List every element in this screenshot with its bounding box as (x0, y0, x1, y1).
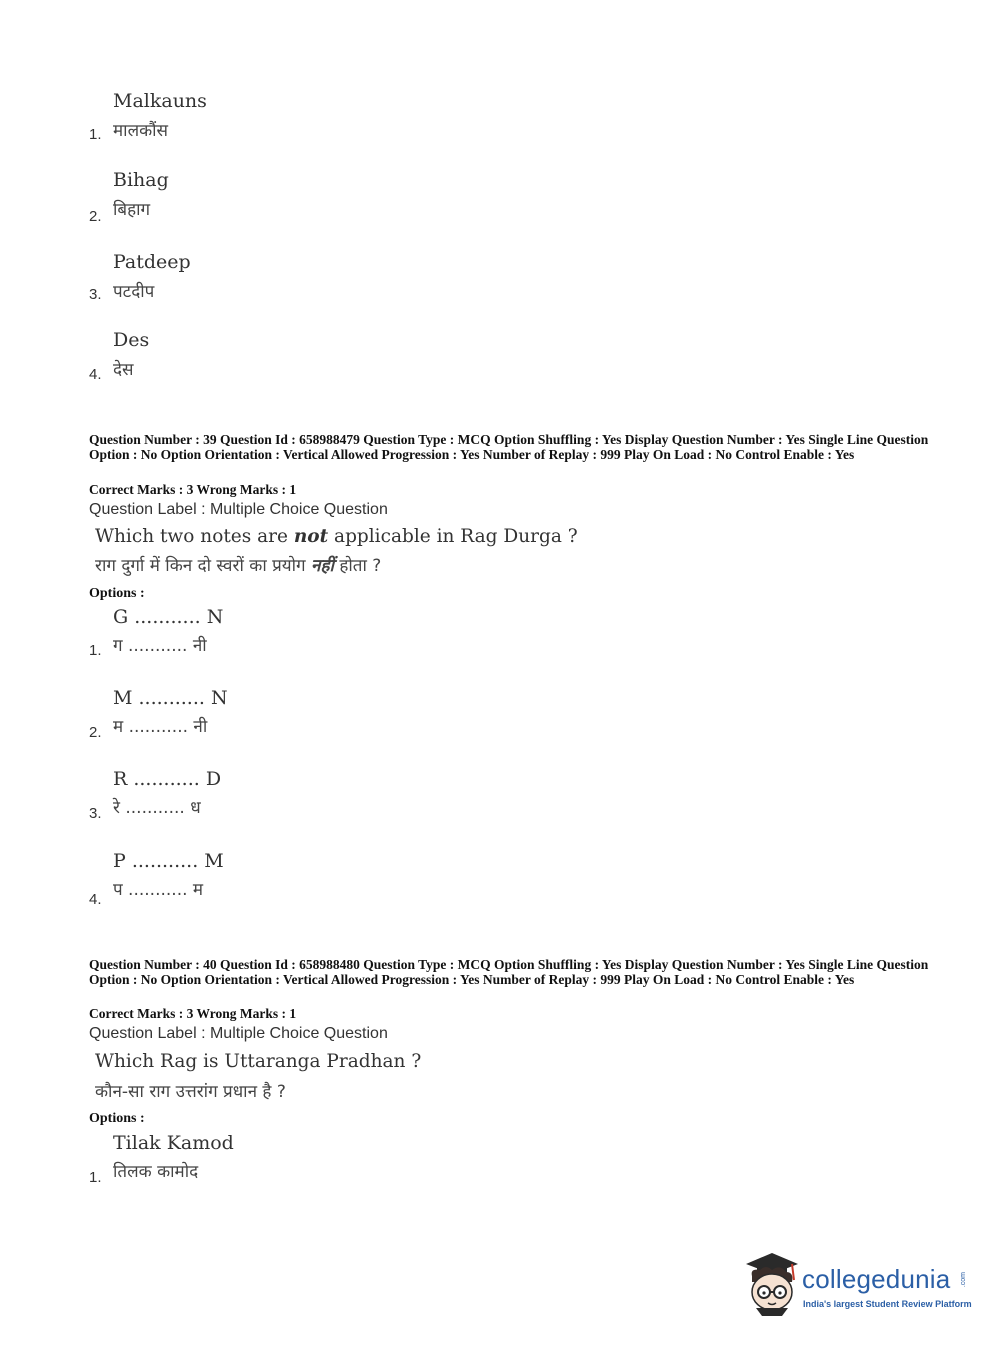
logo-wordmark: collegedunia (802, 1264, 951, 1294)
logo-domain-suffix: .com (960, 1272, 967, 1288)
q38-option-2-hi: बिहाग (113, 200, 151, 220)
q39-options-heading: Options : (89, 586, 145, 601)
q38-option-2-number: 2. (89, 208, 102, 225)
q38-option-1-en: Malkauns (113, 90, 207, 112)
q40-question-text-hi: कौन-सा राग उत्तरांग प्रधान है ? (95, 1082, 286, 1102)
q39-question-text-hi (95, 553, 381, 576)
q39-option-1-number: 1. (89, 642, 102, 659)
q39-metadata: Question Number : 39 Question Id : 658988479 Question Type : MCQ Option Shuffling : Yes Display Question Number : Yes Single Line Question Option : No Option Orientation : Vertical Allowed Progression : Yes Number of Replay : 999 Play On Load : No Control Enable : Yes (89, 432, 929, 462)
q39-option-4-en: P ........... M (113, 850, 224, 872)
q38-option-4-number: 4. (89, 366, 102, 383)
q40-marks: Correct Marks : 3 Wrong Marks : 1 (89, 1006, 297, 1021)
q39-option-1-en: G ........... N (113, 606, 224, 628)
q39-marks: Correct Marks : 3 Wrong Marks : 1 (89, 482, 297, 497)
q39-option-3-en: R ........... D (113, 768, 222, 790)
q40-option-1-en: Tilak Kamod (113, 1132, 234, 1154)
q39-question-label: Question Label : Multiple Choice Question (89, 501, 388, 518)
q39-option-2-hi: म ........... नी (113, 717, 208, 737)
q38-option-4-hi: देस (113, 360, 134, 380)
q39-option-2-en: M ........... N (113, 687, 228, 709)
q39-text-hi-emphasis: नहीं (311, 556, 334, 576)
logo-tagline: India's largest Student Review Platform (803, 1299, 972, 1309)
q40-metadata: Question Number : 40 Question Id : 658988480 Question Type : MCQ Option Shuffling : Yes Display Question Number : Yes Single Line Question Option : No Option Orientation : Vertical Allowed Progression : Yes Number of Replay : 999 Play On Load : No Control Enable : Yes (89, 957, 929, 987)
q38-option-1-number: 1. (89, 126, 102, 143)
q38-option-1-hi: मालकौंस (113, 121, 169, 141)
q40-question-label: Question Label : Multiple Choice Question (89, 1025, 388, 1042)
q38-option-4-en: Des (113, 329, 150, 351)
q39-text-en-emphasis: not (293, 526, 329, 547)
q39-option-3-hi: रे ........... ध (113, 798, 201, 818)
q38-option-3-number: 3. (89, 286, 102, 303)
q39-question-text-en (95, 526, 578, 547)
q38-option-2-en: Bihag (113, 169, 169, 191)
q40-question-text-en: Which Rag is Uttaranga Pradhan ? (95, 1051, 422, 1072)
q39-text-hi-part2: होता ? (333, 556, 382, 576)
q39-text-en-part1: Which two notes are (95, 526, 294, 547)
q40-option-1-number: 1. (89, 1169, 102, 1186)
q40-option-1-hi: तिलक कामोद (113, 1162, 199, 1182)
collegedunia-logo (742, 1250, 972, 1322)
q40-options-heading: Options : (89, 1111, 145, 1126)
q39-text-en-part2: applicable in Rag Durga ? (328, 526, 578, 547)
q39-option-3-number: 3. (89, 805, 102, 822)
q39-option-4-number: 4. (89, 891, 102, 908)
q39-option-4-hi: प ........... म (113, 880, 204, 900)
q38-option-3-en: Patdeep (113, 251, 191, 273)
q39-option-2-number: 2. (89, 724, 102, 741)
mascot-icon (742, 1250, 802, 1316)
q38-option-3-hi: पटदीप (113, 282, 155, 302)
q39-text-hi-part1: राग दुर्गा में किन दो स्वरों का प्रयोग (95, 556, 312, 576)
q39-option-1-hi: ग ........... नी (113, 636, 207, 656)
